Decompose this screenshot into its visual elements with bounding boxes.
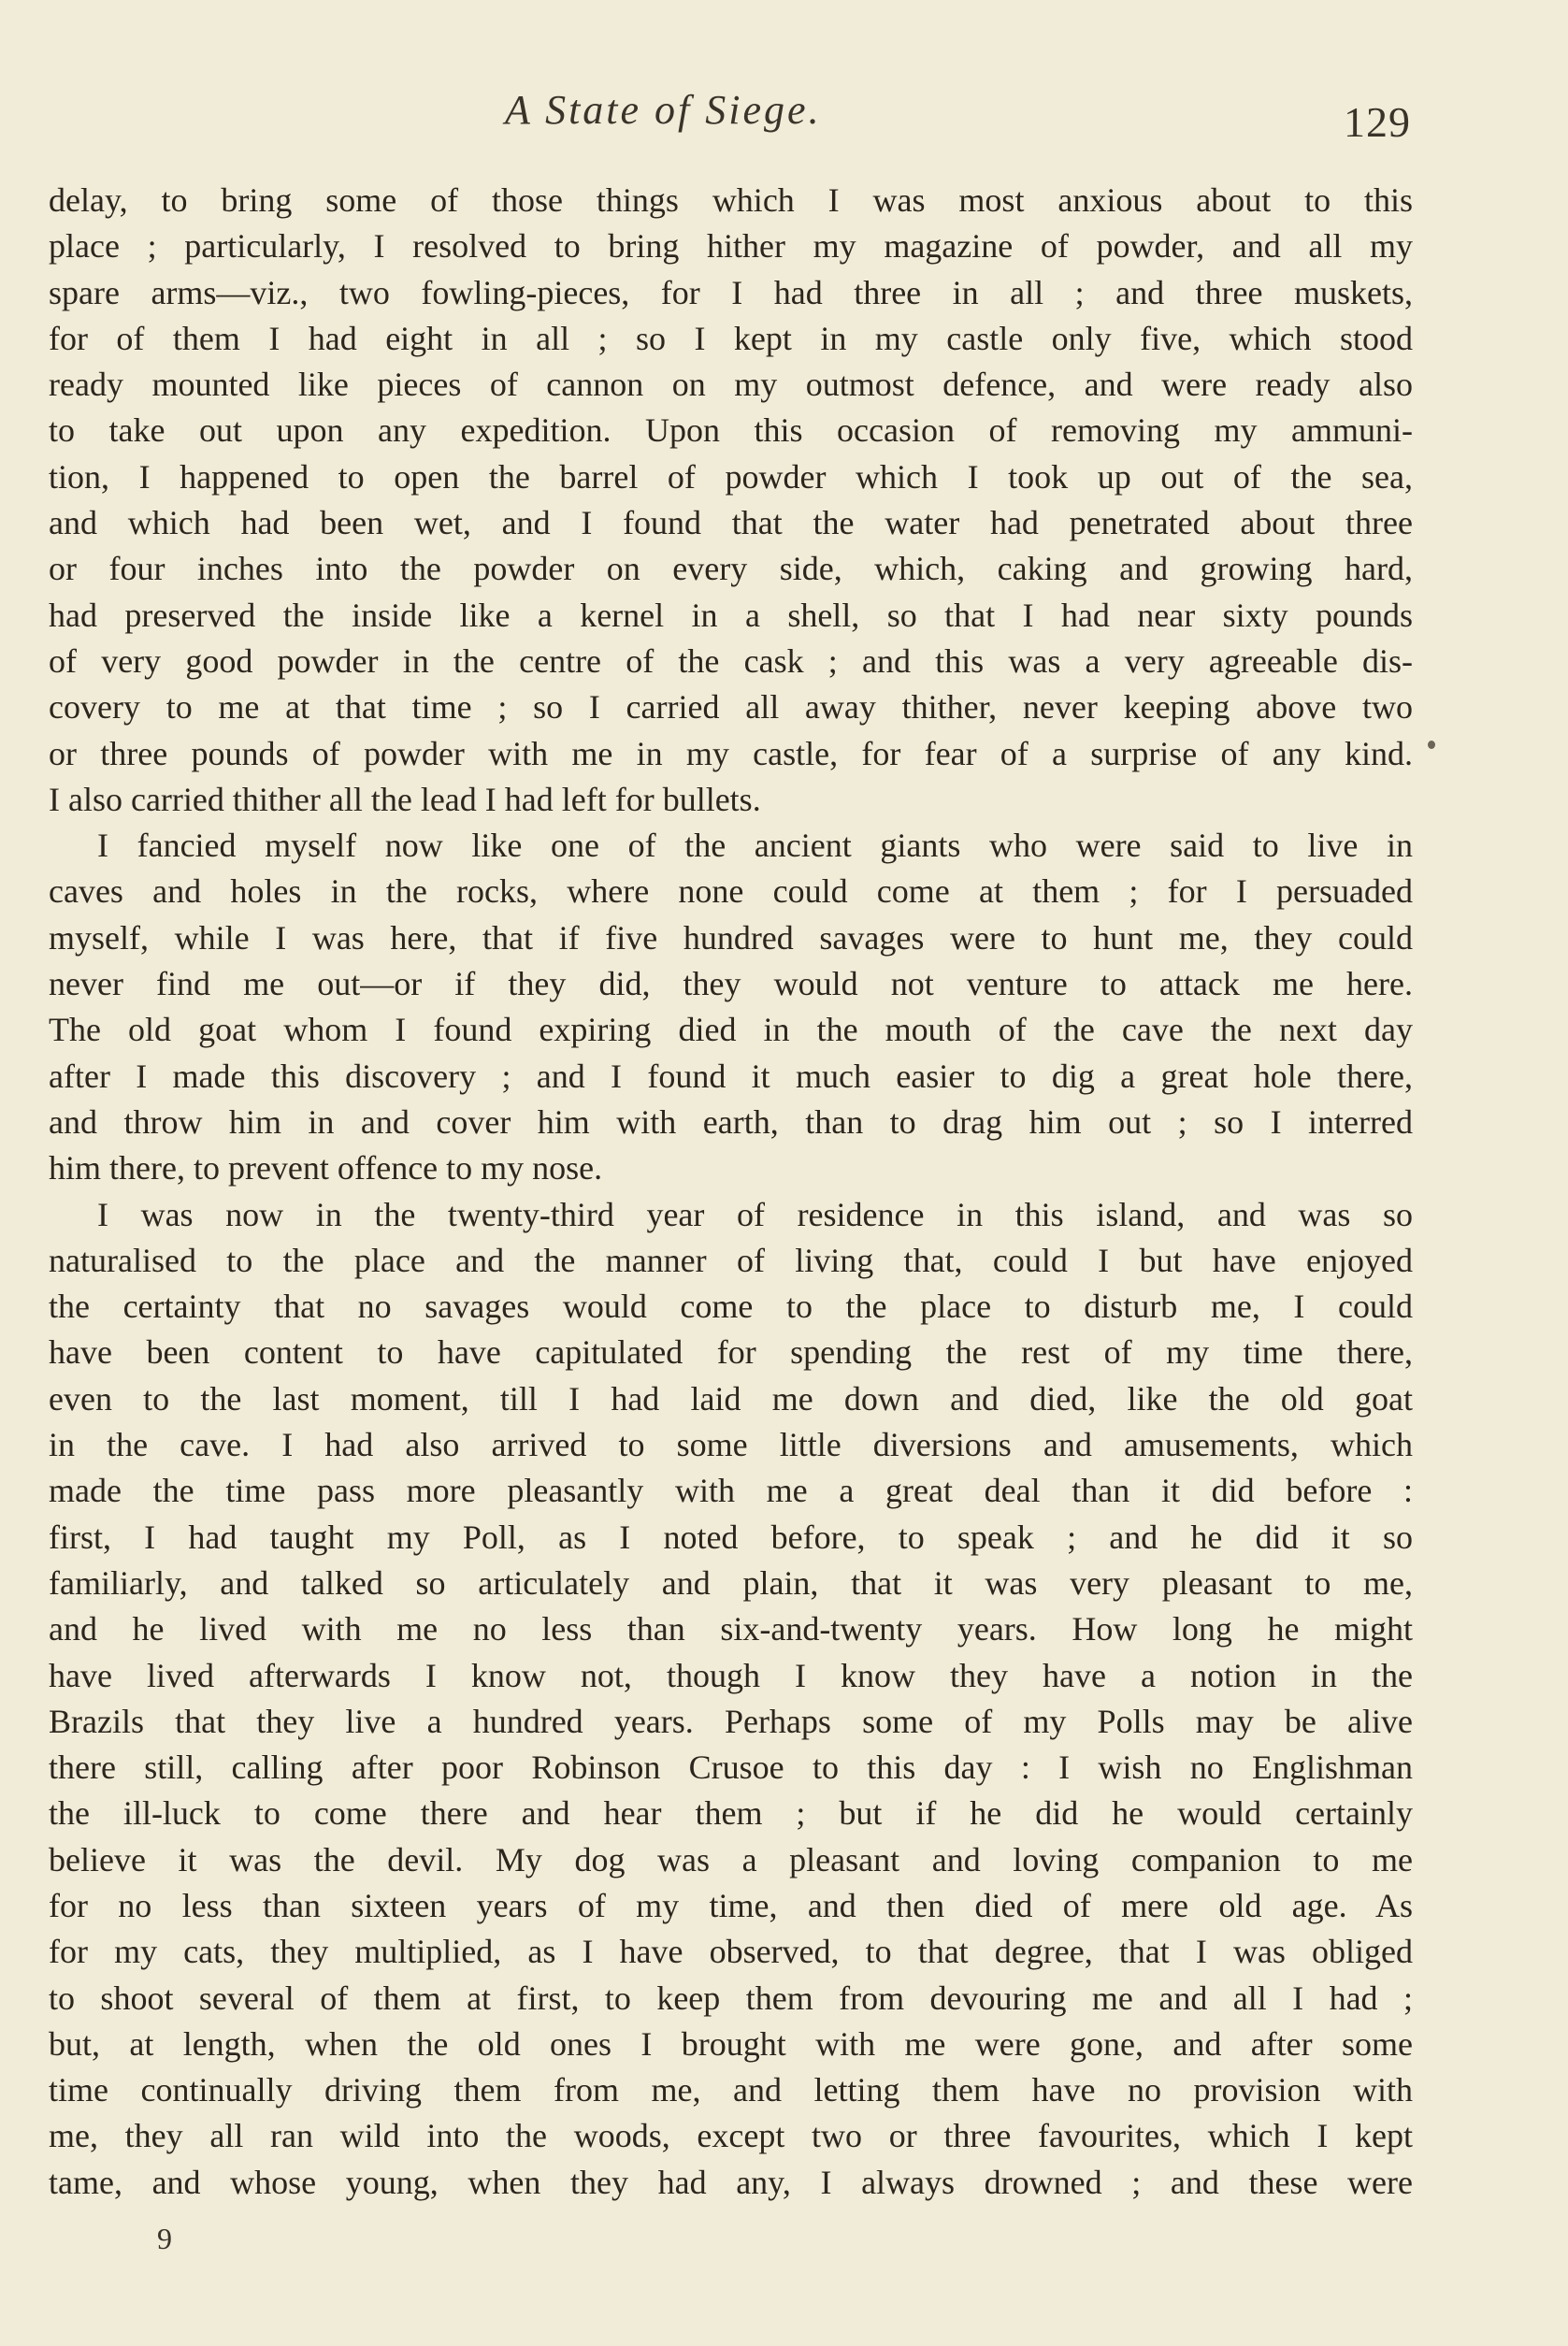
text-line: even to the last moment, till I had laid me down and died, like the old goat <box>49 1379 1413 1418</box>
text-line: spare arms—viz., two fowling-pieces, for I had three in all ; and three muskets, <box>49 273 1413 311</box>
text-line: place ; particularly, I resolved to bring hither my magazine of powder, and all my <box>49 227 1413 266</box>
text-line: or three pounds of powder with me in my castle, for fear of a surprise of any kind. <box>49 734 1413 772</box>
text-line: of very good powder in the centre of the cask ; and this was a very agreeable dis- <box>49 641 1413 680</box>
text-line: for my cats, they multiplied, as I have observed, to that degree, that I was obliged <box>49 1933 1413 1971</box>
text-line: or four inches into the powder on every side, which, caking and growing hard, <box>49 550 1413 588</box>
text-line: The old goat whom I found expiring died in the mouth of the cave the next day <box>49 1011 1413 1049</box>
text-line: believe it was the devil. My dog was a pleasant and loving companion to me <box>49 1840 1413 1878</box>
text-line: I fancied myself now like one of the ancient giants who were said to live in <box>97 827 1413 865</box>
text-line: never find me out—or if they did, they would not venture to attack me here. <box>49 965 1413 1003</box>
text-line: but, at length, when the old ones I brought with me were gone, and after some <box>49 2024 1413 2063</box>
text-line: had preserved the inside like a kernel in a shell, so that I had near sixty pounds <box>49 596 1413 634</box>
text-line: me, they all ran wild into the woods, except two or three favourites, which I kept <box>49 2117 1413 2155</box>
text-line: caves and holes in the rocks, where none could come at them ; for I persuaded <box>49 872 1413 911</box>
text-line: I also carried thither all the lead I had left for bullets. <box>49 780 761 818</box>
text-line: tame, and whose young, when they had any, I always drowned ; and these were <box>49 2163 1413 2201</box>
text-line: have lived afterwards I know not, though I know they have a notion in the <box>49 1656 1413 1694</box>
text-line: myself, while I was here, that if five hundred savages were to hunt me, they could <box>49 918 1413 957</box>
text-line: for no less than sixteen years of my time, and then died of mere old age. As <box>49 1886 1413 1924</box>
body-text <box>49 178 1413 2206</box>
text-line: to take out upon any expedition. Upon this occasion of removing my ammuni- <box>49 411 1413 450</box>
text-line: him there, to prevent offence to my nose. <box>49 1149 603 1187</box>
text-line: to shoot several of them at first, to keep them from devouring me and all I had ; <box>49 1979 1413 2017</box>
page-number: 129 <box>1344 98 1411 146</box>
text-line: first, I had taught my Poll, as I noted before, to speak ; and he did it so <box>49 1518 1413 1556</box>
text-line: for of them I had eight in all ; so I kept in my castle only five, which stood <box>49 319 1413 357</box>
text-line: ready mounted like pieces of cannon on my outmost defence, and were ready also <box>49 366 1413 404</box>
text-line: delay, to bring some of those things which I was most anxious about to this <box>49 181 1413 219</box>
ink-speck <box>1428 741 1435 749</box>
text-line: made the time pass more pleasantly with me a great deal than it did before : <box>49 1472 1413 1510</box>
text-line: tion, I happened to open the barrel of powder which I took up out of the sea, <box>49 457 1413 496</box>
text-line: covery to me at that time ; so I carried all away thither, never keeping above two <box>49 688 1413 727</box>
text-line: and throw him in and cover him with earth, than to drag him out ; so I interred <box>49 1102 1413 1141</box>
text-line: in the cave. I had also arrived to some little diversions and amusements, which <box>49 1426 1413 1464</box>
text-line: I was now in the twenty-third year of residence in this island, and was so <box>97 1195 1413 1233</box>
text-line: there still, calling after poor Robinson Crusoe to this day : I wish no Englishman <box>49 1749 1413 1787</box>
text-line: naturalised to the place and the manner of living that, could I but have enjoyed <box>49 1241 1413 1279</box>
text-line: familiarly, and talked so articulately and plain, that it was very pleasant to me, <box>49 1563 1413 1602</box>
text-line: the ill-luck to come there and hear them ; but if he did he would certainly <box>49 1794 1413 1833</box>
signature-mark: 9 <box>157 2222 172 2255</box>
text-line: time continually driving them from me, and letting them have no provision with <box>49 2071 1413 2109</box>
text-line: and which had been wet, and I found that the water had penetrated about three <box>49 504 1413 542</box>
text-line: and he lived with me no less than six-and-twenty years. How long he might <box>49 1610 1413 1648</box>
running-title: A State of Siege. <box>505 87 822 133</box>
text-line: have been content to have capitulated for spending the rest of my time there, <box>49 1333 1413 1372</box>
text-line: the certainty that no savages would come to the place to disturb me, I could <box>49 1288 1413 1326</box>
text-line: after I made this discovery ; and I found it much easier to dig a great hole there, <box>49 1057 1413 1095</box>
text-line: Brazils that they live a hundred years. Perhaps some of my Polls may be alive <box>49 1702 1413 1740</box>
